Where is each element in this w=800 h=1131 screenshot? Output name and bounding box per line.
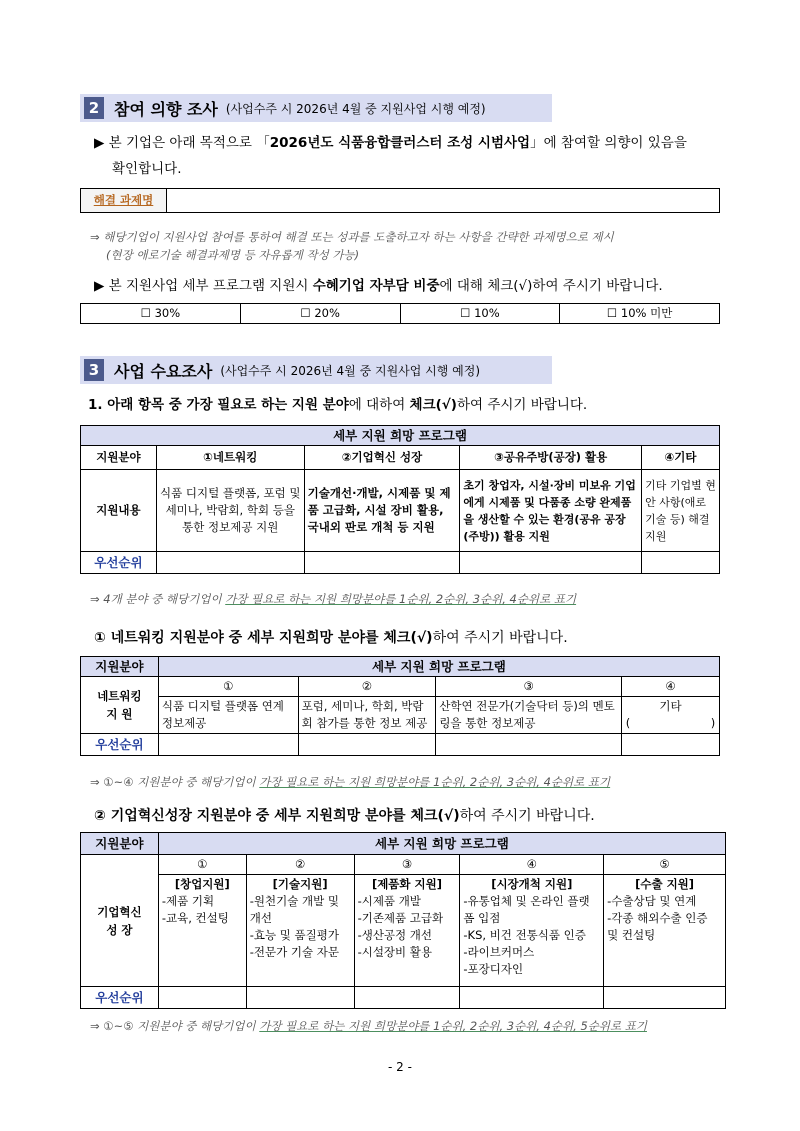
table1-note-prefix: ⇒ 4개 분야 중 해당기업이 (90, 592, 226, 606)
table3-item: -라이브커머스 (463, 945, 535, 959)
table3-item: -시제품 개발 (357, 894, 421, 908)
table2-item-3: 산학연 전문가(기술닥터 등)의 멘토링을 통한 정보제공 (436, 697, 622, 734)
table3-item: -기존제품 고급화 (357, 911, 444, 925)
table3-title-2: [기술지원] (272, 877, 328, 891)
question-1-suffix: 하여 주시기 바랍니다. (456, 397, 588, 413)
table1-priority-networking[interactable] (156, 552, 304, 574)
question-2-bold: ① 네트워킹 지원분야 중 세부 지원희망 분야를 체크(√) (94, 630, 433, 646)
table2-item-1: 식품 디지털 플랫폼 연계 정보제공 (158, 697, 298, 734)
table1-content-other: 기타 기업별 현안 사항(애로기술 등) 해결 지원 (642, 470, 720, 552)
table3-priority-2[interactable] (246, 987, 354, 1009)
table3-item: -유통업체 및 온라인 플랫폼 입점 (463, 894, 590, 925)
table2-priority-2[interactable] (298, 734, 436, 756)
table3-priority-label: 우선순위 (81, 987, 159, 1009)
table3-priority-3[interactable] (354, 987, 460, 1009)
table2-num-2: ② (298, 677, 436, 697)
table3-cell-4 (460, 875, 604, 987)
table2-row-label (81, 677, 159, 734)
burden-options-table (80, 303, 720, 324)
table3-item: -교육, 컨설팅 (161, 911, 229, 925)
table1-note-highlight: 가장 필요로 하는 지원 희망분야를 1순위, 2순위, 3순위, 4순위로 표기 (225, 592, 577, 606)
table2-other-input[interactable]: ( ) (625, 716, 716, 730)
table2-header: 세부 지원 희망 프로그램 (158, 657, 719, 677)
table3-title-1: [창업지원] (174, 877, 230, 891)
burden-question (94, 274, 734, 298)
table3-title-3: [제품화 지원] (371, 877, 442, 891)
question-2 (94, 627, 734, 649)
table1-content-label: 지원내용 (81, 470, 157, 552)
table3-cell-2 (246, 875, 354, 987)
table2-note (90, 773, 740, 791)
table1-col-shared-kitchen: ③공유주방(공장) 활용 (460, 446, 642, 470)
table1-priority-shared-kitchen[interactable] (460, 552, 642, 574)
table3-row-label (81, 855, 159, 987)
question-3-suffix: 하여 주시기 바랍니다. (459, 808, 595, 824)
page-number: - 2 - (388, 1060, 412, 1074)
table1-priority-innovation[interactable] (304, 552, 460, 574)
question-3-bold: ② 기업혁신성장 지원분야 중 세부 지원희망 분야를 체크(√) (94, 808, 460, 824)
section-3-number: 3 (84, 359, 104, 381)
table1-field-label: 지원분야 (81, 446, 157, 470)
table3-item: -포장디자인 (463, 962, 524, 976)
statement-suffix: 」에 참여할 의향이 있음을 (530, 135, 687, 151)
program-name: 2026년도 식품융합클러스터 조성 시범사업 (269, 135, 531, 151)
table3-row-label-line2: 성 장 (106, 922, 133, 937)
table3-num-1: ① (158, 855, 246, 875)
table1-note (90, 590, 740, 608)
innovation-table (80, 832, 726, 1009)
table2-field-label: 지원분야 (81, 657, 159, 677)
table3-cell-1 (158, 875, 246, 987)
question-1-bold: 1. 아래 항목 중 가장 필요로 하는 지원 분야 (88, 397, 349, 413)
table3-note-highlight: 가장 필요로 하는 지원 희망분야를 1순위, 2순위, 3순위, 4순위, 5순위로 표기 (259, 1019, 647, 1033)
task-name-note-line1: ⇒ 해당기업이 지원사업 참여를 통하여 해결 또는 성과를 도출하고자 하는 사항을 간략한 과제명으로 제시 (90, 230, 614, 244)
table1-content-networking: 식품 디지털 플랫폼, 포럼 및 세미나, 박람회, 학회 등을 통한 정보제공 지원 (156, 470, 304, 552)
burden-question-prefix: ▶ 본 지원사업 세부 프로그램 지원시 (94, 278, 313, 294)
table3-item: -수출상담 및 연계 (607, 894, 697, 908)
burden-option-under-10[interactable]: ☐ 10% 미만 (560, 304, 720, 324)
table3-field-label: 지원분야 (81, 833, 159, 855)
table1-col-networking: ①네트워킹 (156, 446, 304, 470)
section-2-header (80, 94, 552, 122)
table2-num-3: ③ (436, 677, 622, 697)
participation-statement-line2: 확인합니다. (112, 161, 182, 177)
table2-item-2: 포럼, 세미나, 학회, 박람회 참가를 통한 정보 제공 (298, 697, 436, 734)
table3-item: -생산공정 개선 (357, 928, 433, 942)
table3-item: -시설장비 활용 (357, 945, 433, 959)
task-name-label: 해결 과제명 (81, 189, 167, 213)
table3-row-label-line1: 기업혁신 (97, 904, 142, 919)
table3-priority-5[interactable] (604, 987, 726, 1009)
table3-item: -효능 및 품질평가 (249, 928, 339, 942)
burden-question-bold: 수혜기업 자부담 비중 (312, 278, 440, 294)
table1-content-shared-kitchen: 초기 창업자, 시설·장비 미보유 기업에게 시제품 및 다품종 소량 완제품을 생산할 수 있는 환경(공유 공장(주방)) 활용 지원 (460, 470, 642, 552)
table3-item: -KS, 비건 전통식품 인증 (463, 928, 586, 942)
table3-num-5: ⑤ (604, 855, 726, 875)
burden-option-10[interactable]: ☐ 10% (400, 304, 560, 324)
table3-item: -원천기술 개발 및 개선 (249, 894, 339, 925)
table2-note-prefix: ⇒ ①~④ 지원분야 중 해당기업이 (90, 775, 260, 789)
task-name-table (80, 188, 720, 213)
table2-num-4: ④ (621, 677, 719, 697)
question-3 (94, 805, 734, 827)
section-3-subtitle: (사업수주 시 2026년 4월 중 지원사업 시행 예정) (220, 363, 481, 378)
question-2-suffix: 하여 주시기 바랍니다. (432, 630, 568, 646)
participation-statement (94, 131, 734, 155)
table2-priority-3[interactable] (436, 734, 622, 756)
table2-item-4 (621, 697, 719, 734)
question-1-check: 체크(√) (409, 397, 457, 413)
table2-row-label-line2: 지 원 (106, 707, 133, 721)
support-field-table (80, 425, 720, 574)
table2-priority-label: 우선순위 (81, 734, 159, 756)
section-2-subtitle: (사업수주 시 2026년 4월 중 지원사업 시행 예정) (225, 101, 486, 116)
question-1-mid: 에 대하여 (348, 397, 410, 413)
burden-option-20[interactable]: ☐ 20% (240, 304, 400, 324)
table1-priority-other[interactable] (642, 552, 720, 574)
table1-priority-label: 우선순위 (81, 552, 157, 574)
table2-priority-4[interactable] (621, 734, 719, 756)
table2-row-label-line1: 네트워킹 (97, 689, 142, 703)
task-name-input[interactable] (167, 189, 720, 213)
table1-content-innovation: 기술개선·개발, 시제품 및 제품 고급화, 시설 장비 활용, 국내외 판로 개척 등 지원 (304, 470, 460, 552)
table3-item: -각종 해외수출 인증 및 컨설팅 (607, 911, 708, 942)
table3-num-3: ③ (354, 855, 460, 875)
burden-option-30[interactable]: ☐ 30% (81, 304, 241, 324)
burden-question-suffix: 에 대해 체크(√)하여 주시기 바랍니다. (439, 278, 663, 294)
task-name-note (90, 228, 740, 264)
table3-title-4: [시장개척 지원] (491, 877, 573, 891)
table1-col-innovation: ②기업혁신 성장 (304, 446, 460, 470)
statement-prefix: ▶ 본 기업은 아래 목적으로 「 (94, 135, 270, 151)
table2-note-highlight: 가장 필요로 하는 지원 희망분야를 1순위, 2순위, 3순위, 4순위로 표기 (259, 775, 611, 789)
table2-priority-1[interactable] (158, 734, 298, 756)
question-1 (88, 393, 728, 417)
table3-note-prefix: ⇒ ①~⑤ 지원분야 중 해당기업이 (90, 1019, 260, 1033)
section-3-title: 사업 수요조사 (114, 361, 213, 381)
table3-priority-1[interactable] (158, 987, 246, 1009)
table3-title-5: [수출 지원] (635, 877, 695, 891)
table3-num-4: ④ (460, 855, 604, 875)
networking-table (80, 656, 720, 756)
table1-header: 세부 지원 희망 프로그램 (81, 426, 720, 446)
table3-item: -전문가 기술 자문 (249, 945, 339, 959)
table3-num-2: ② (246, 855, 354, 875)
table3-item: -제품 기획 (161, 894, 215, 908)
table2-num-1: ① (158, 677, 298, 697)
table2-item-4-label: 기타 (659, 699, 682, 713)
table3-priority-4[interactable] (460, 987, 604, 1009)
section-2-title: 참여 의향 조사 (114, 99, 218, 119)
table3-header: 세부 지원 희망 프로그램 (158, 833, 725, 855)
table3-cell-5 (604, 875, 726, 987)
table1-col-other: ④기타 (642, 446, 720, 470)
task-name-note-line2: (현장 애로기술 해결과제명 등 자유롭게 작성 가능) (106, 248, 360, 262)
section-3-header (80, 356, 552, 384)
table3-note (90, 1017, 750, 1035)
table3-cell-3 (354, 875, 460, 987)
section-2-number: 2 (84, 97, 104, 119)
